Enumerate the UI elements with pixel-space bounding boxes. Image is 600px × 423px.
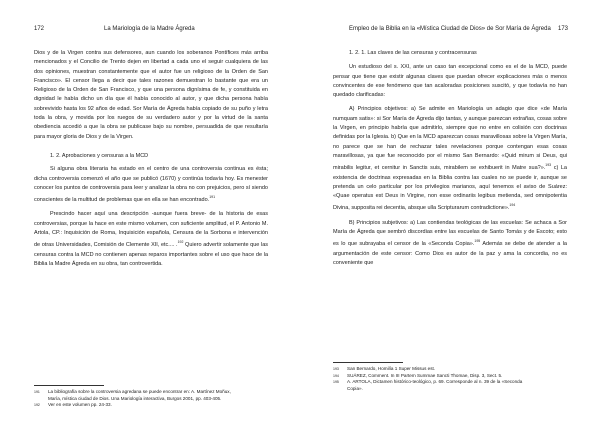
footnote-193 xyxy=(333,366,567,373)
left-body-text xyxy=(34,49,268,269)
footnote-194 xyxy=(333,373,567,380)
right-paragraph-3-text-b: Además se debe de atender a la argumentación de este censor: Como Dios es autor de la paz y ama la concordia, no es conveniente que xyxy=(333,241,567,266)
right-footnotes xyxy=(333,362,567,392)
left-paragraph-2 xyxy=(34,165,268,205)
left-paragraph-3 xyxy=(34,210,268,269)
footnote-195-continued: Copia». xyxy=(347,385,363,391)
footnote-ref-195[interactable]: 195 xyxy=(474,239,481,244)
footnote-ref-193[interactable]: 193 xyxy=(545,163,552,168)
right-paragraph-3 xyxy=(333,219,567,268)
footnote-191 xyxy=(34,389,268,396)
footnote-ref-194[interactable]: 194 xyxy=(509,203,516,208)
footnote-195 xyxy=(333,379,567,386)
right-footnote-rule xyxy=(333,362,403,363)
left-section-heading: 1. 2. Aprobaciones y censuras a la MCD xyxy=(50,152,149,159)
left-running-title: La Mariología de la Madre Ágreda xyxy=(104,26,195,32)
right-paragraph-2 xyxy=(333,105,567,213)
left-footnote-rule xyxy=(34,385,104,386)
footnote-number: 193 xyxy=(333,367,339,371)
left-paragraph-1: Dios y de la Virgen contra sus defensores, aun cuando los soberanos Pontífices más arriba mencionados y el Concilio de Trento dejen en libertad a cada uno el seguir cualquiera de las dos opiniones, muestran constantemente que el autor fue un religioso de la Orden de San Francisco». El censor llega a decir que tales razones demuestran lo bastante que era un Religioso de la Orden de San Francisco, y que una persona dignísima de fe, y constituida en dignidad le había dicho un día que él había conocido al autor, y que dicha persona había sobrevivido hasta los 92 años de edad. Sor María de Ágreda había copiado de su puño y letra toda la obra, y movida por los ruegos de su verdadero autor y por la virtud de la santa obediencia accedió a que la obra se publicase bajo su nombre, persuadida de que resultaría para mayor gloria de Dios y de la Virgen. xyxy=(34,50,268,140)
footnote-192 xyxy=(34,402,268,409)
footnote-text: San Bernardo, Homilía 1 Super Missus est. xyxy=(347,366,436,371)
left-paragraph-3-text-a: Prescindo hacer aquí una descripción -aunque fuera breve- de la historia de esas controversias, porque la hace en este mismo volumen, con suficiente amplitud, el P. Antonio M. Artola, CP.: Inquisición de Roma, Inquisición española, Censura de la Sorbona e intervención de otras Universidades, Comisión de Clemente XII, etc.... . xyxy=(34,211,268,249)
left-footnotes xyxy=(34,385,268,409)
footnote-number: 194 xyxy=(333,373,339,378)
footnote-number: 192 xyxy=(34,403,40,408)
footnote-text: Ver en este volumen pp. 24-33. xyxy=(48,402,112,408)
footnote-number: 195 xyxy=(333,380,339,385)
right-page-number: 173 xyxy=(558,26,569,32)
left-page-number: 172 xyxy=(34,26,45,32)
right-paragraph-3-text-a: B) Principios subjetivos: a) Las contiendas teológicas de las escuelas: Se achaca a Sor María de Ágreda que sembró discordias entre las escuelas de Santo Tomás y de Escoto; esto es lo que subrayaba el censor de la «Seconda Copia». xyxy=(333,219,567,248)
right-running-title: Empleo de la Biblia en la «Mística Ciudad de Dios» de Sor María de Ágreda xyxy=(349,26,551,32)
right-paragraph-1: Un estudioso del s. XXI, ante un caso tan excepcional como es el de la MCD, puede pensar que tiene que existir algunas claves que puedan ofrecer explicaciones más o menos convincentes de ese fenómeno que tan acaloradas posiciones suscitó, y que todavía no han quedado clarificadas: xyxy=(333,64,567,99)
left-paragraph-3-text-b: Quiero advertir solamente que las censuras contra la MCD no contienen apenas reparos importantes sobre el uso que hace de la Biblia la Madre Ágreda en su obra, tan controvertida. xyxy=(34,242,268,267)
right-paragraph-2-text-b: c) La existencia de doctrinas expresadas en la Biblia contra las cuales no se puede ir, aunque se pretenda un celo particular por los privilegios marianos, aquí tenemos el aviso de Suárez: «Quae operatus est Deus in Virgine, non esse ordinariis legibus metienda, sed omnipotentia Divina, supposita rei decentia, absque ulla Scripturarum contradictione». xyxy=(333,165,567,212)
right-paragraph-2-text-a: A) Principios objetivos: a) Se admite en Mariología un adagio que dice «de María numquam satis»: si Sor María de Ágreda dijo tantas, y aunque parezcan extrañas, cosas sobre la Virgen, en principio habría que admitirlo, siempre que no entre en colisión con doctrinas definidas por la Iglesia. b) Que en la MCD aparezcan cosas maravillosas sobre la Virgen María, no parece que se han de rechazar tales revelaciones porque contengan esas cosas maravillosas, ya que fue reconocido por el mismo San Bernardo: «Quid mirum si Deus, qui mirabilis legitur, et cernitur in Sanctis suis, mirabilem se exhibuerit in Matre sua?». xyxy=(333,106,567,172)
footnote-text: SUÁREZ, Comment. In III Partem Summae Sancti Thomae, Disp. 3, Sect. 5. xyxy=(347,372,503,378)
right-page xyxy=(300,0,600,423)
right-section-heading: 1. 2. 1. Las claves de las censuras y contracensuras xyxy=(349,50,477,56)
left-paragraph-2-text: Si alguna obra literaria ha estado en el centro de una controversia continua es ésta; dicha controversia comenzó el año que se publicó (1670) y continúa todavía hoy. Es menester conocer los puntos de controversia para leer y analizar la obra no con prejuicios, pero sí siendo conscientes de la multitud de problemas que en ella se han encontrado. xyxy=(34,166,268,204)
right-body-text xyxy=(333,49,567,268)
footnote-ref-191[interactable]: 191 xyxy=(209,195,216,200)
footnote-text: A. ARTOLA, Dictamen histórico-teológico, p. 69. Corresponde al n. 39 de la «Seconda xyxy=(347,379,523,385)
footnote-text: La bibliografía sobre la controversia agredana se puede encontrar en: A. Martínez Moñux, xyxy=(48,389,231,394)
footnote-number: 191 xyxy=(34,390,40,394)
footnote-191-continued: María, mística ciudad de Dios. Una Mariología interactiva, Burgos 2001, pp. 403-405. xyxy=(48,395,222,401)
footnote-ref-192[interactable]: 192 xyxy=(177,240,184,245)
